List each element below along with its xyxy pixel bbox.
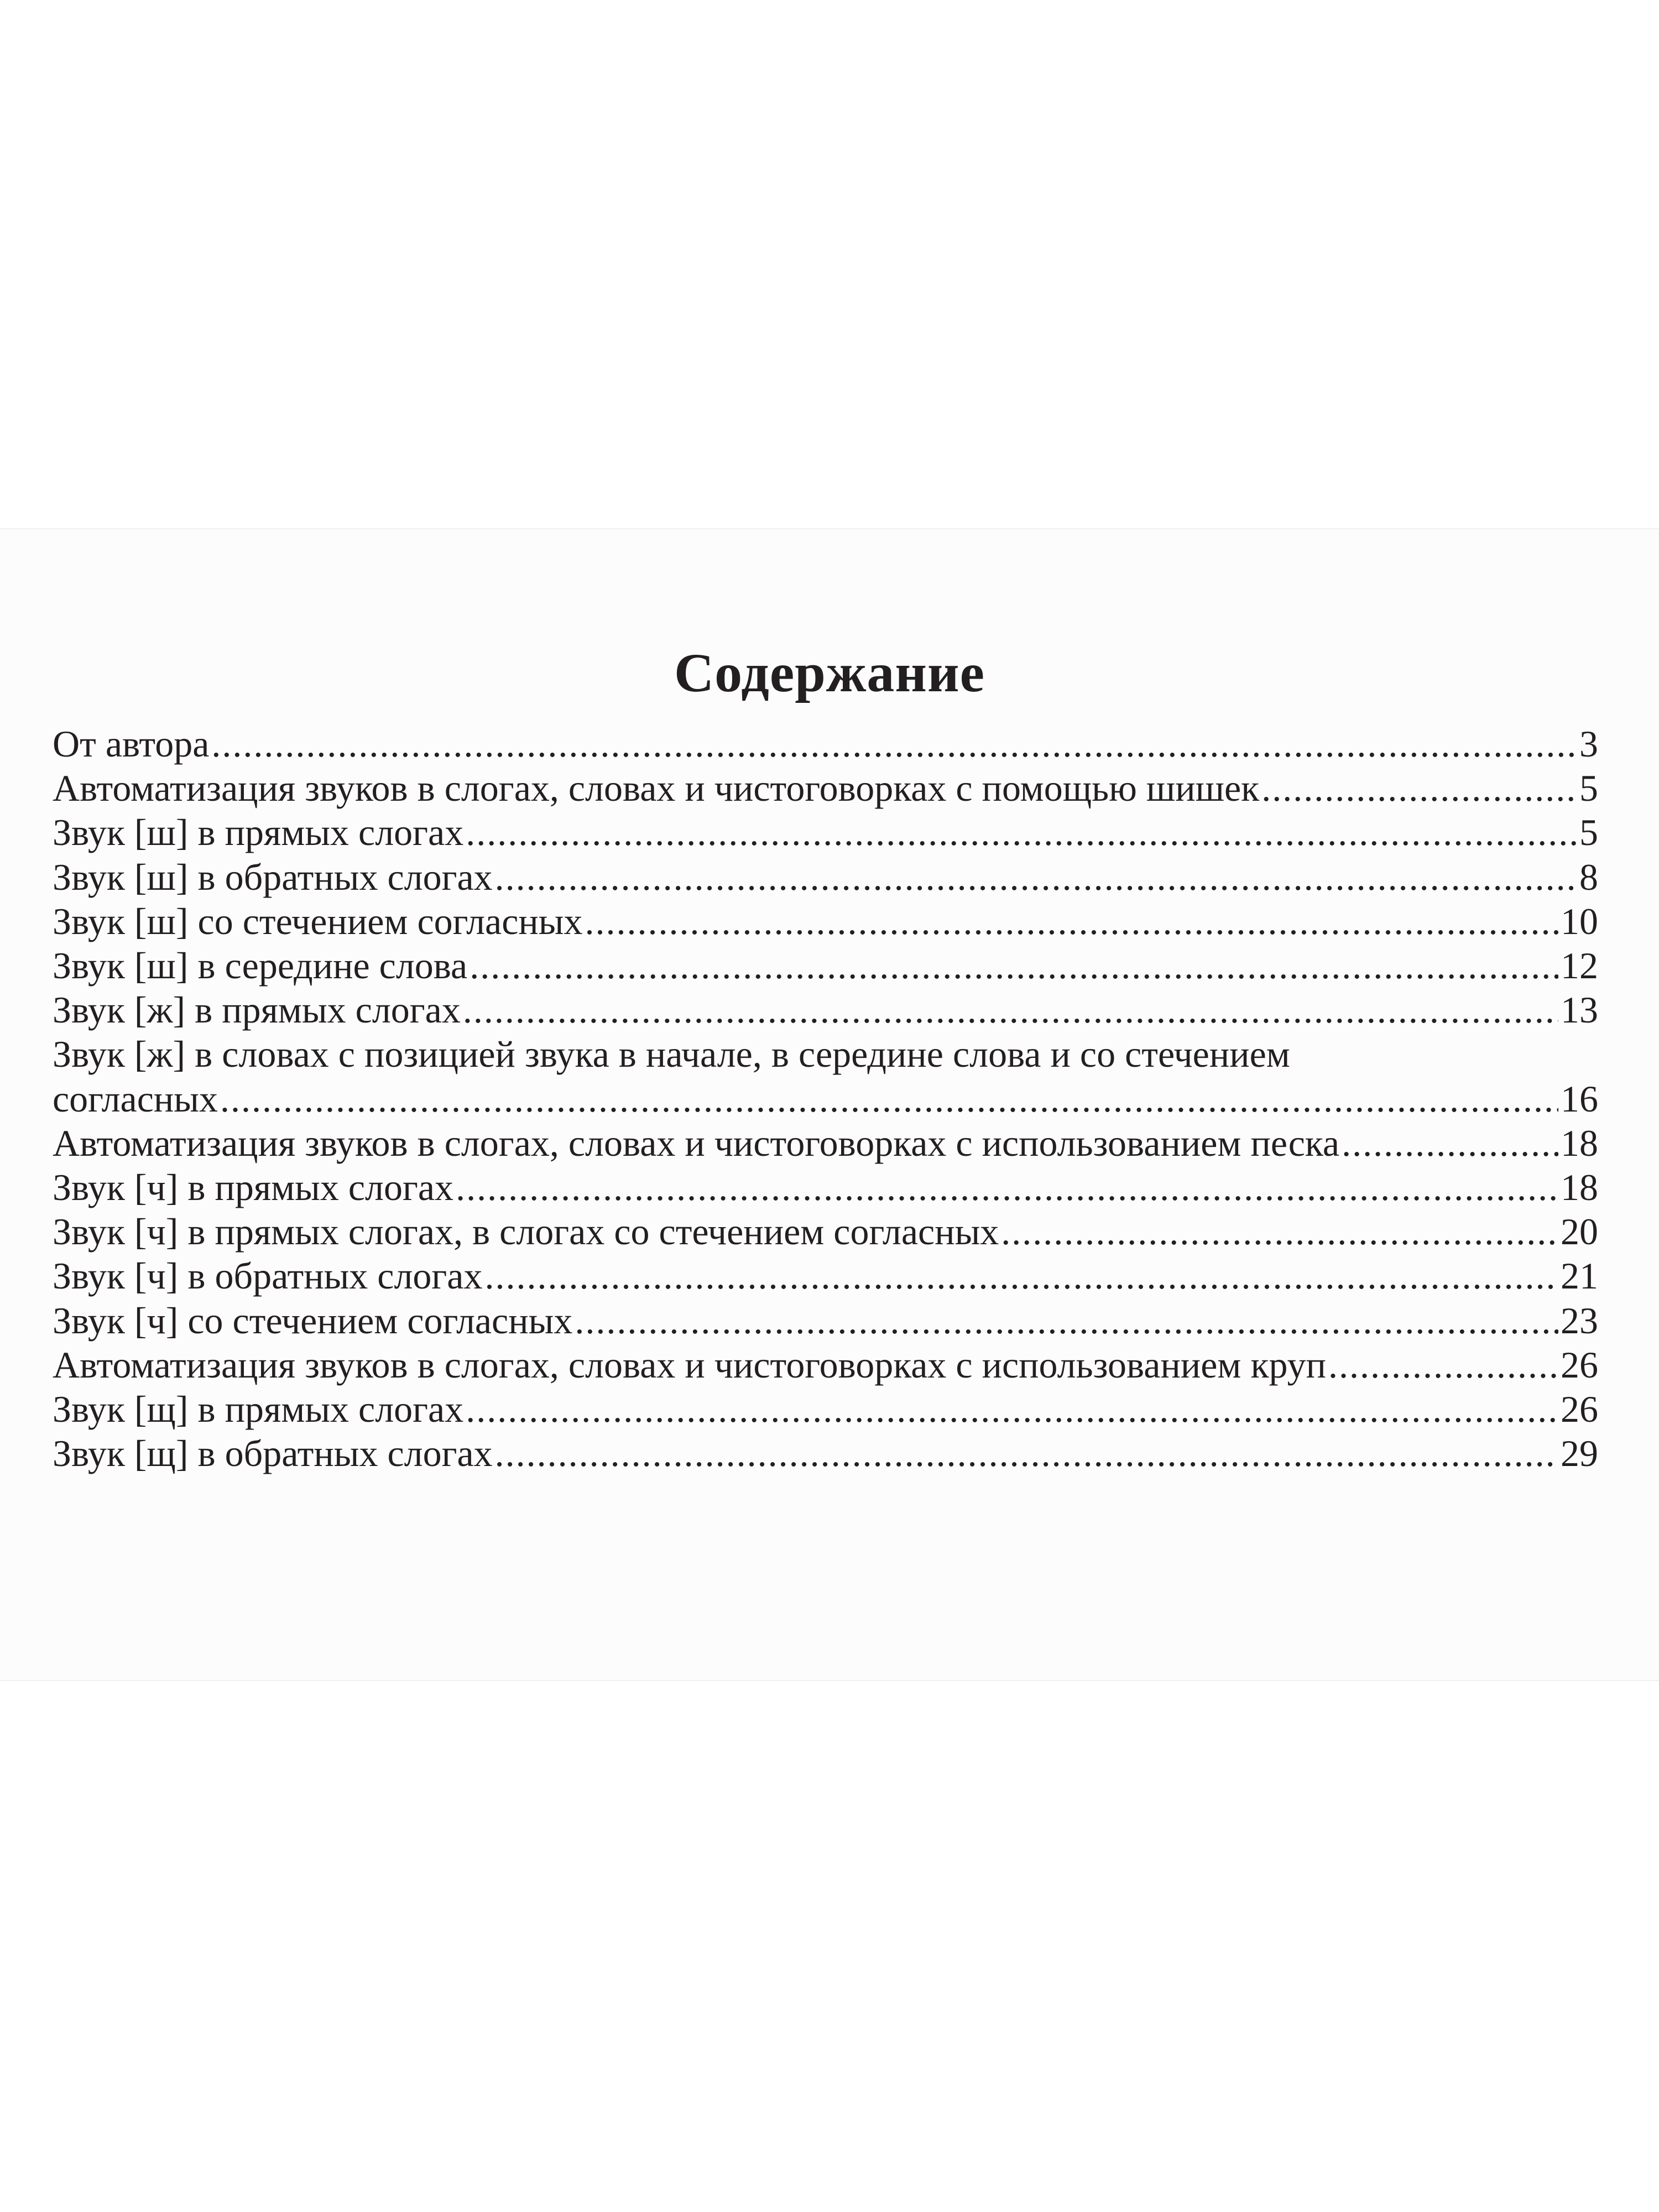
dot-leader bbox=[1001, 1209, 1558, 1254]
toc-page-number: 20 bbox=[1561, 1211, 1598, 1253]
toc-page-number: 16 bbox=[1561, 1077, 1598, 1120]
toc-page-number: 18 bbox=[1561, 1121, 1598, 1164]
toc-entry-title: Звук [ч] в обратных слогах bbox=[53, 1255, 483, 1297]
toc-entry-continuation bbox=[53, 1077, 1598, 1121]
toc-entry-title: Звук [ж] в словах с позицией звука в начале, в середине слова и со стечением bbox=[53, 1033, 1290, 1076]
toc-page-number: 29 bbox=[1561, 1432, 1598, 1475]
toc-entry-title: Звук [ж] в прямых слогах bbox=[53, 989, 461, 1031]
dot-leader bbox=[1261, 766, 1577, 810]
toc-page-number: 21 bbox=[1561, 1255, 1598, 1297]
toc-page-number: 3 bbox=[1579, 723, 1598, 765]
dot-leader bbox=[575, 1298, 1558, 1343]
toc-entry bbox=[53, 1032, 1598, 1120]
toc-page-number: 8 bbox=[1579, 855, 1598, 898]
dot-leader bbox=[466, 1387, 1558, 1431]
toc-entry bbox=[53, 766, 1598, 810]
dot-leader bbox=[469, 943, 1558, 988]
toc-entry-title: согласных bbox=[53, 1077, 218, 1120]
toc-page-number: 13 bbox=[1561, 989, 1598, 1031]
toc-page-number: 5 bbox=[1579, 811, 1598, 854]
toc-page-number: 26 bbox=[1561, 1388, 1598, 1431]
toc-entry bbox=[53, 1387, 1598, 1431]
dot-leader bbox=[495, 1431, 1558, 1475]
toc-page-number: 23 bbox=[1561, 1299, 1598, 1342]
dot-leader bbox=[1328, 1343, 1558, 1387]
table-of-contents bbox=[53, 722, 1598, 1475]
toc-page-number: 10 bbox=[1561, 900, 1598, 942]
dot-leader bbox=[466, 810, 1577, 854]
toc-entry bbox=[53, 855, 1598, 899]
toc-entry-title: Звук [ш] в обратных слогах bbox=[53, 855, 493, 898]
toc-entry-title: Звук [щ] в прямых слогах bbox=[53, 1388, 464, 1431]
toc-entry bbox=[53, 988, 1598, 1032]
toc-entry bbox=[53, 722, 1598, 766]
toc-entry-title: Автоматизация звуков в слогах, словах и чистоговорках с использованием круп bbox=[53, 1343, 1326, 1386]
toc-entry-title: Автоматизация звуков в слогах, словах и чистоговорках с помощью шишек bbox=[53, 767, 1260, 810]
toc-entry bbox=[53, 1298, 1598, 1343]
toc-entry bbox=[53, 1254, 1598, 1298]
toc-entry bbox=[53, 810, 1598, 854]
toc-entry-title: От автора bbox=[53, 723, 210, 765]
dot-leader bbox=[484, 1254, 1558, 1298]
toc-page-number: 26 bbox=[1561, 1343, 1598, 1386]
toc-entry-title: Звук [щ] в обратных слогах bbox=[53, 1432, 493, 1475]
toc-page-number: 12 bbox=[1561, 945, 1598, 987]
toc-entry bbox=[53, 1121, 1598, 1165]
dot-leader bbox=[211, 722, 1577, 766]
dot-leader bbox=[463, 988, 1558, 1032]
toc-page-number: 18 bbox=[1561, 1166, 1598, 1209]
toc-entry bbox=[53, 1209, 1598, 1254]
dot-leader bbox=[585, 899, 1558, 943]
toc-entry bbox=[53, 1431, 1598, 1475]
toc-entry-title: Автоматизация звуков в слогах, словах и чистоговорках с использованием песка bbox=[53, 1121, 1340, 1164]
toc-entry bbox=[53, 1343, 1598, 1387]
page-title: Содержание bbox=[674, 642, 985, 703]
toc-entry-title: Звук [ш] в середине слова bbox=[53, 945, 468, 987]
dot-leader bbox=[1342, 1121, 1558, 1165]
toc-entry-title: Звук [ч] в прямых слогах, в слогах со стечением согласных bbox=[53, 1211, 999, 1253]
toc-entry bbox=[53, 899, 1598, 943]
toc-entry-title: Звук [ч] со стечением согласных bbox=[53, 1299, 573, 1342]
dot-leader bbox=[456, 1165, 1558, 1209]
toc-entry-title: Звук [ш] со стечением согласных bbox=[53, 900, 583, 942]
toc-entry bbox=[53, 1165, 1598, 1209]
dot-leader bbox=[495, 855, 1577, 899]
toc-entry-title: Звук [ч] в прямых слогах bbox=[53, 1166, 454, 1209]
toc-entry-title: Звук [ш] в прямых слогах bbox=[53, 811, 464, 854]
toc-page-number: 5 bbox=[1579, 767, 1598, 810]
toc-entry bbox=[53, 943, 1598, 988]
dot-leader bbox=[220, 1077, 1558, 1121]
